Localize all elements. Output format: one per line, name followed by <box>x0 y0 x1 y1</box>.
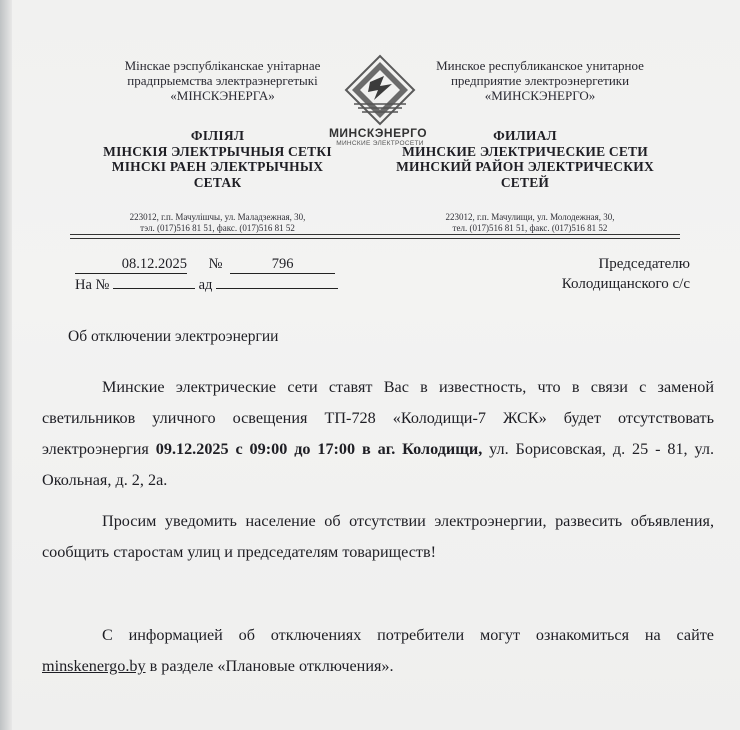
org-right-line-3: «МИНСКЭНЕРГО» <box>484 88 596 103</box>
branch-left-line-2: МІНСКІЯ ЭЛЕКТРЫЧНЫЯ СЕТКІ <box>103 143 332 159</box>
p3-text-1: С информацией об отключениях потребители могут ознакомиться на сайте <box>102 626 714 644</box>
registration-line <box>75 256 335 274</box>
branch-right <box>370 128 680 190</box>
org-left-line-2: прадпрыемства электраэнергетыкі <box>127 73 318 88</box>
reg-date: 08.12.2025 <box>75 256 187 274</box>
branch-left-line-4: СЕТАК <box>193 174 242 190</box>
p1-bold-date: 09.12.2025 с 09:00 до 17:00 в аг. Колодищи, <box>155 440 483 458</box>
reply-number-blank <box>113 274 195 289</box>
paragraph-3 <box>42 620 714 682</box>
header-org-right <box>405 58 675 103</box>
address-right-line-1: 223012, г.п. Мачулищи, ул. Молодежная, 30, <box>445 212 615 222</box>
org-right-line-2: предприятие электроэнергетики <box>450 73 630 88</box>
reply-line <box>75 274 338 294</box>
branch-right-line-1: ФИЛИАЛ <box>493 128 557 143</box>
logo-brand-text: МИНСКЭНЕРГО <box>328 126 428 140</box>
header-divider-thin <box>70 238 680 239</box>
branch-left <box>80 128 355 190</box>
reply-label: На № <box>75 277 110 293</box>
branch-left-line-1: ФІЛІЯЛ <box>190 128 245 143</box>
letter-subject: Об отключении электроэнергии <box>68 328 279 345</box>
recipient-line-2: Колодищанского с/с <box>561 276 690 292</box>
org-left-line-1: Мінскае рэспубліканскае унітарнае <box>124 58 321 73</box>
branch-right-line-2: МИНСКИЕ ЭЛЕКТРИЧЕСКИЕ СЕТИ <box>402 143 648 159</box>
address-right-line-2: тел. (017)516 81 51, факс. (017)516 81 52 <box>452 223 608 233</box>
paragraph-2: Просим уведомить население об отсутствии электроэнергии, развесить объявления, сообщить старостам улиц и председателям товариществ! <box>42 512 714 561</box>
page-edge <box>0 0 12 730</box>
address-right <box>405 212 655 234</box>
p1-text-2: ул. Борисовская, д. 25 - 81, ул. Окольная, д. 2, 2а. <box>42 440 714 489</box>
header-divider <box>70 234 680 235</box>
reg-number: 796 <box>230 256 335 274</box>
header-org-left <box>90 58 355 103</box>
paragraph-1 <box>42 372 714 496</box>
branch-left-line-3: МІНСКІ РАЕН ЭЛЕКТРЫЧНЫХ <box>111 159 324 174</box>
recipient <box>520 254 690 294</box>
website-link[interactable]: minskenergo.by <box>42 657 146 675</box>
logo-sub-text: МИНСКИЕ ЭЛЕКТРОСЕТИ <box>336 140 424 147</box>
p3-text-2: в разделе «Плановые отключения». <box>145 657 394 675</box>
p1-text-1: Минские электрические сети ставят Вас в известность, что в связи с заменой светильников уличного освещения ТП-728 «Колодищи-7 ЖСК» будет отсутствовать электроэнергия <box>42 378 714 458</box>
org-left-line-3: «МІНСКЭНЕРГА» <box>170 88 275 103</box>
reply-from-label: ад <box>198 277 213 293</box>
address-left-line-2: тэл. (017)516 81 51, факс. (017)516 81 52 <box>140 223 295 233</box>
reply-date-blank <box>216 274 338 289</box>
org-right-line-1: Минское республиканское унитарное <box>436 58 644 73</box>
branch-right-line-3: МИНСКИЙ РАЙОН ЭЛЕКТРИЧЕСКИХ <box>396 159 654 174</box>
recipient-line-1: Председателю <box>598 256 690 272</box>
address-left-line-1: 223012, г.п. Мачулішчы, ул. Маладзежная, 30, <box>129 212 306 222</box>
address-left <box>90 212 345 234</box>
branch-right-line-4: СЕТЕЙ <box>500 174 550 190</box>
reg-number-label: № <box>208 256 223 272</box>
